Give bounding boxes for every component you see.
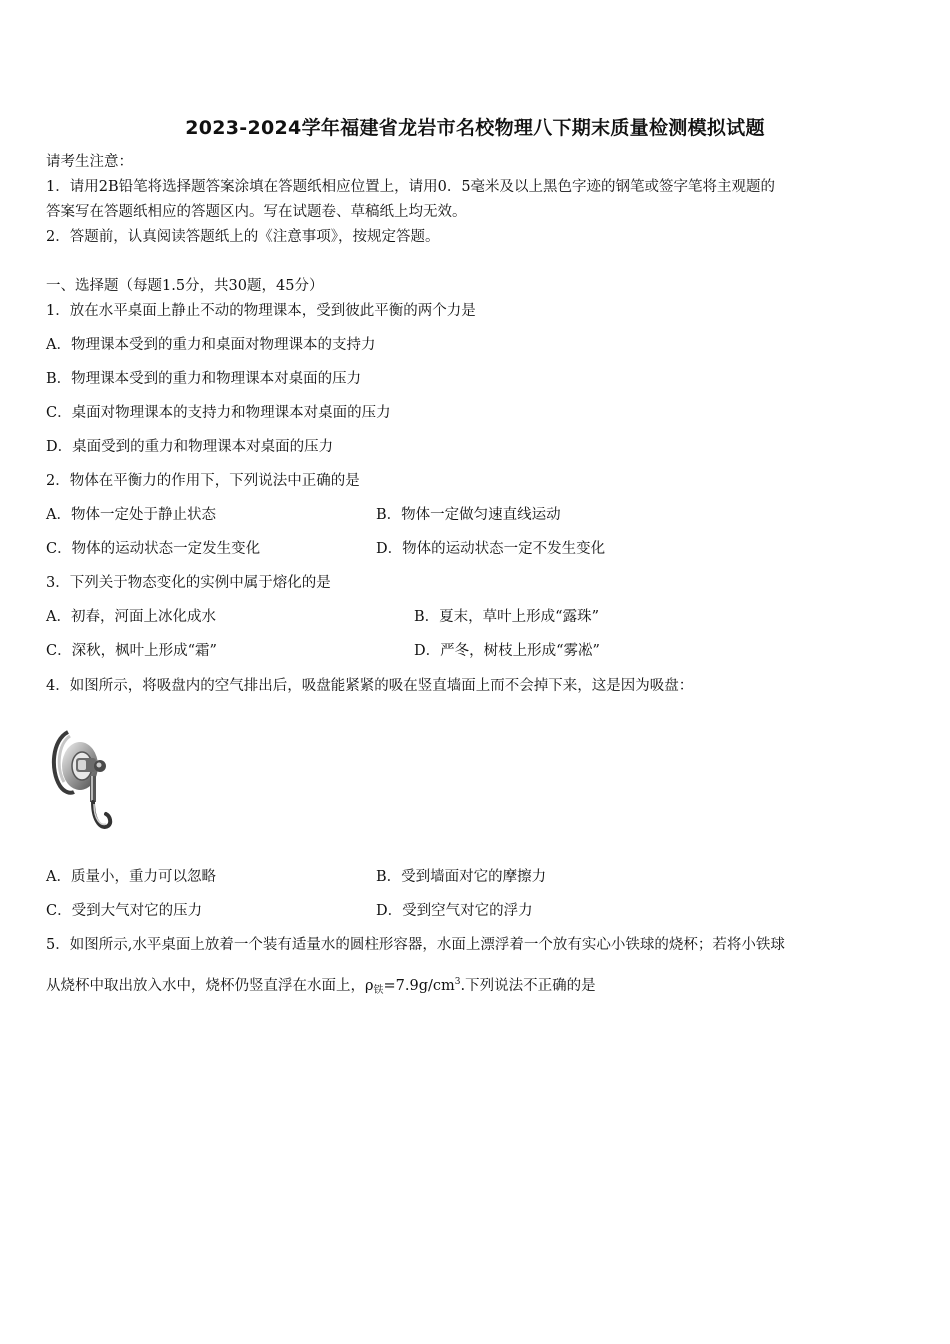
q4-option-c: C．受到大气对它的压力 [46,903,203,919]
q1-option-a: A．物理课本受到的重力和桌面对物理课本的支持力 [46,337,376,353]
q1-stem: 1．放在水平桌面上静止不动的物理课本，受到彼此平衡的两个力是 [46,303,476,319]
q5-line2-part-a: 从烧杯中取出放入水中，烧杯仍竖直浮在水面上，ρ [46,978,374,994]
q3-option-b: B．夏末，草叶上形成“露珠” [414,609,599,625]
q1-option-c: C．桌面对物理课本的支持力和物理课本对桌面的压力 [46,405,391,421]
suction-cup-hook-figure [46,726,118,838]
q3-option-a: A．初春，河面上冰化成水 [46,609,216,625]
q3-option-c: C．深秋，枫叶上形成“霜” [46,643,217,659]
q2-option-d: D．物体的运动状态一定不发生变化 [376,541,606,557]
q5-line2-part-b: =7.9g/cm [383,978,455,994]
q5-stem-line-1: 5．如图所示,水平桌面上放着一个装有适量水的圆柱形容器，水面上漂浮着一个放有实心小铁球的烧杯；若将小铁球 [46,937,785,953]
notice-line-1a: 1．请用2B铅笔将选择题答案涂填在答题纸相应位置上，请用0．5毫米及以上黑色字迹的钢笔或签字笔将主观题的 [46,179,776,195]
q5-line2-part-c: .下列说法不正确的是 [460,978,596,994]
q4-option-d: D．受到空气对它的浮力 [376,903,533,919]
q3-stem: 3．下列关于物态变化的实例中属于熔化的是 [46,575,331,591]
q2-option-c: C．物体的运动状态一定发生变化 [46,541,261,557]
q1-option-b: B．物理课本受到的重力和物理课本对桌面的压力 [46,371,362,387]
q4-option-b: B．受到墙面对它的摩擦力 [376,869,547,885]
q2-stem: 2．物体在平衡力的作用下，下列说法中正确的是 [46,473,360,489]
q5-stem-line-2 [46,972,596,1001]
q4-stem: 4．如图所示，将吸盘内的空气排出后，吸盘能紧紧的吸在竖直墙面上而不会掉下来，这是因为吸盘： [46,678,694,694]
q1-option-d: D．桌面受到的重力和物理课本对桌面的压力 [46,439,334,455]
notice-line-1b: 答案写在答题纸相应的答题区内。写在试题卷、草稿纸上均无效。 [46,204,467,220]
q3-option-d: D．严冬，树枝上形成“雾凇” [414,643,600,659]
q5-unit-superscript: 3 [454,977,461,987]
page-title: 2023-2024学年福建省龙岩市名校物理八下期末质量检测模拟试题 [185,117,765,139]
notice-line-2: 2．答题前，认真阅读答题纸上的《注意事项》，按规定答题。 [46,229,440,245]
section-heading: 一、选择题（每题1.5分，共30题，45分） [46,278,324,294]
q4-option-a: A．质量小，重力可以忽略 [46,869,216,885]
q2-option-b: B．物体一定做匀速直线运动 [376,507,561,523]
notice-heading: 请考生注意： [46,154,133,170]
q2-option-a: A．物体一定处于静止状态 [46,507,216,523]
q5-density-subscript: 铁 [373,985,384,996]
